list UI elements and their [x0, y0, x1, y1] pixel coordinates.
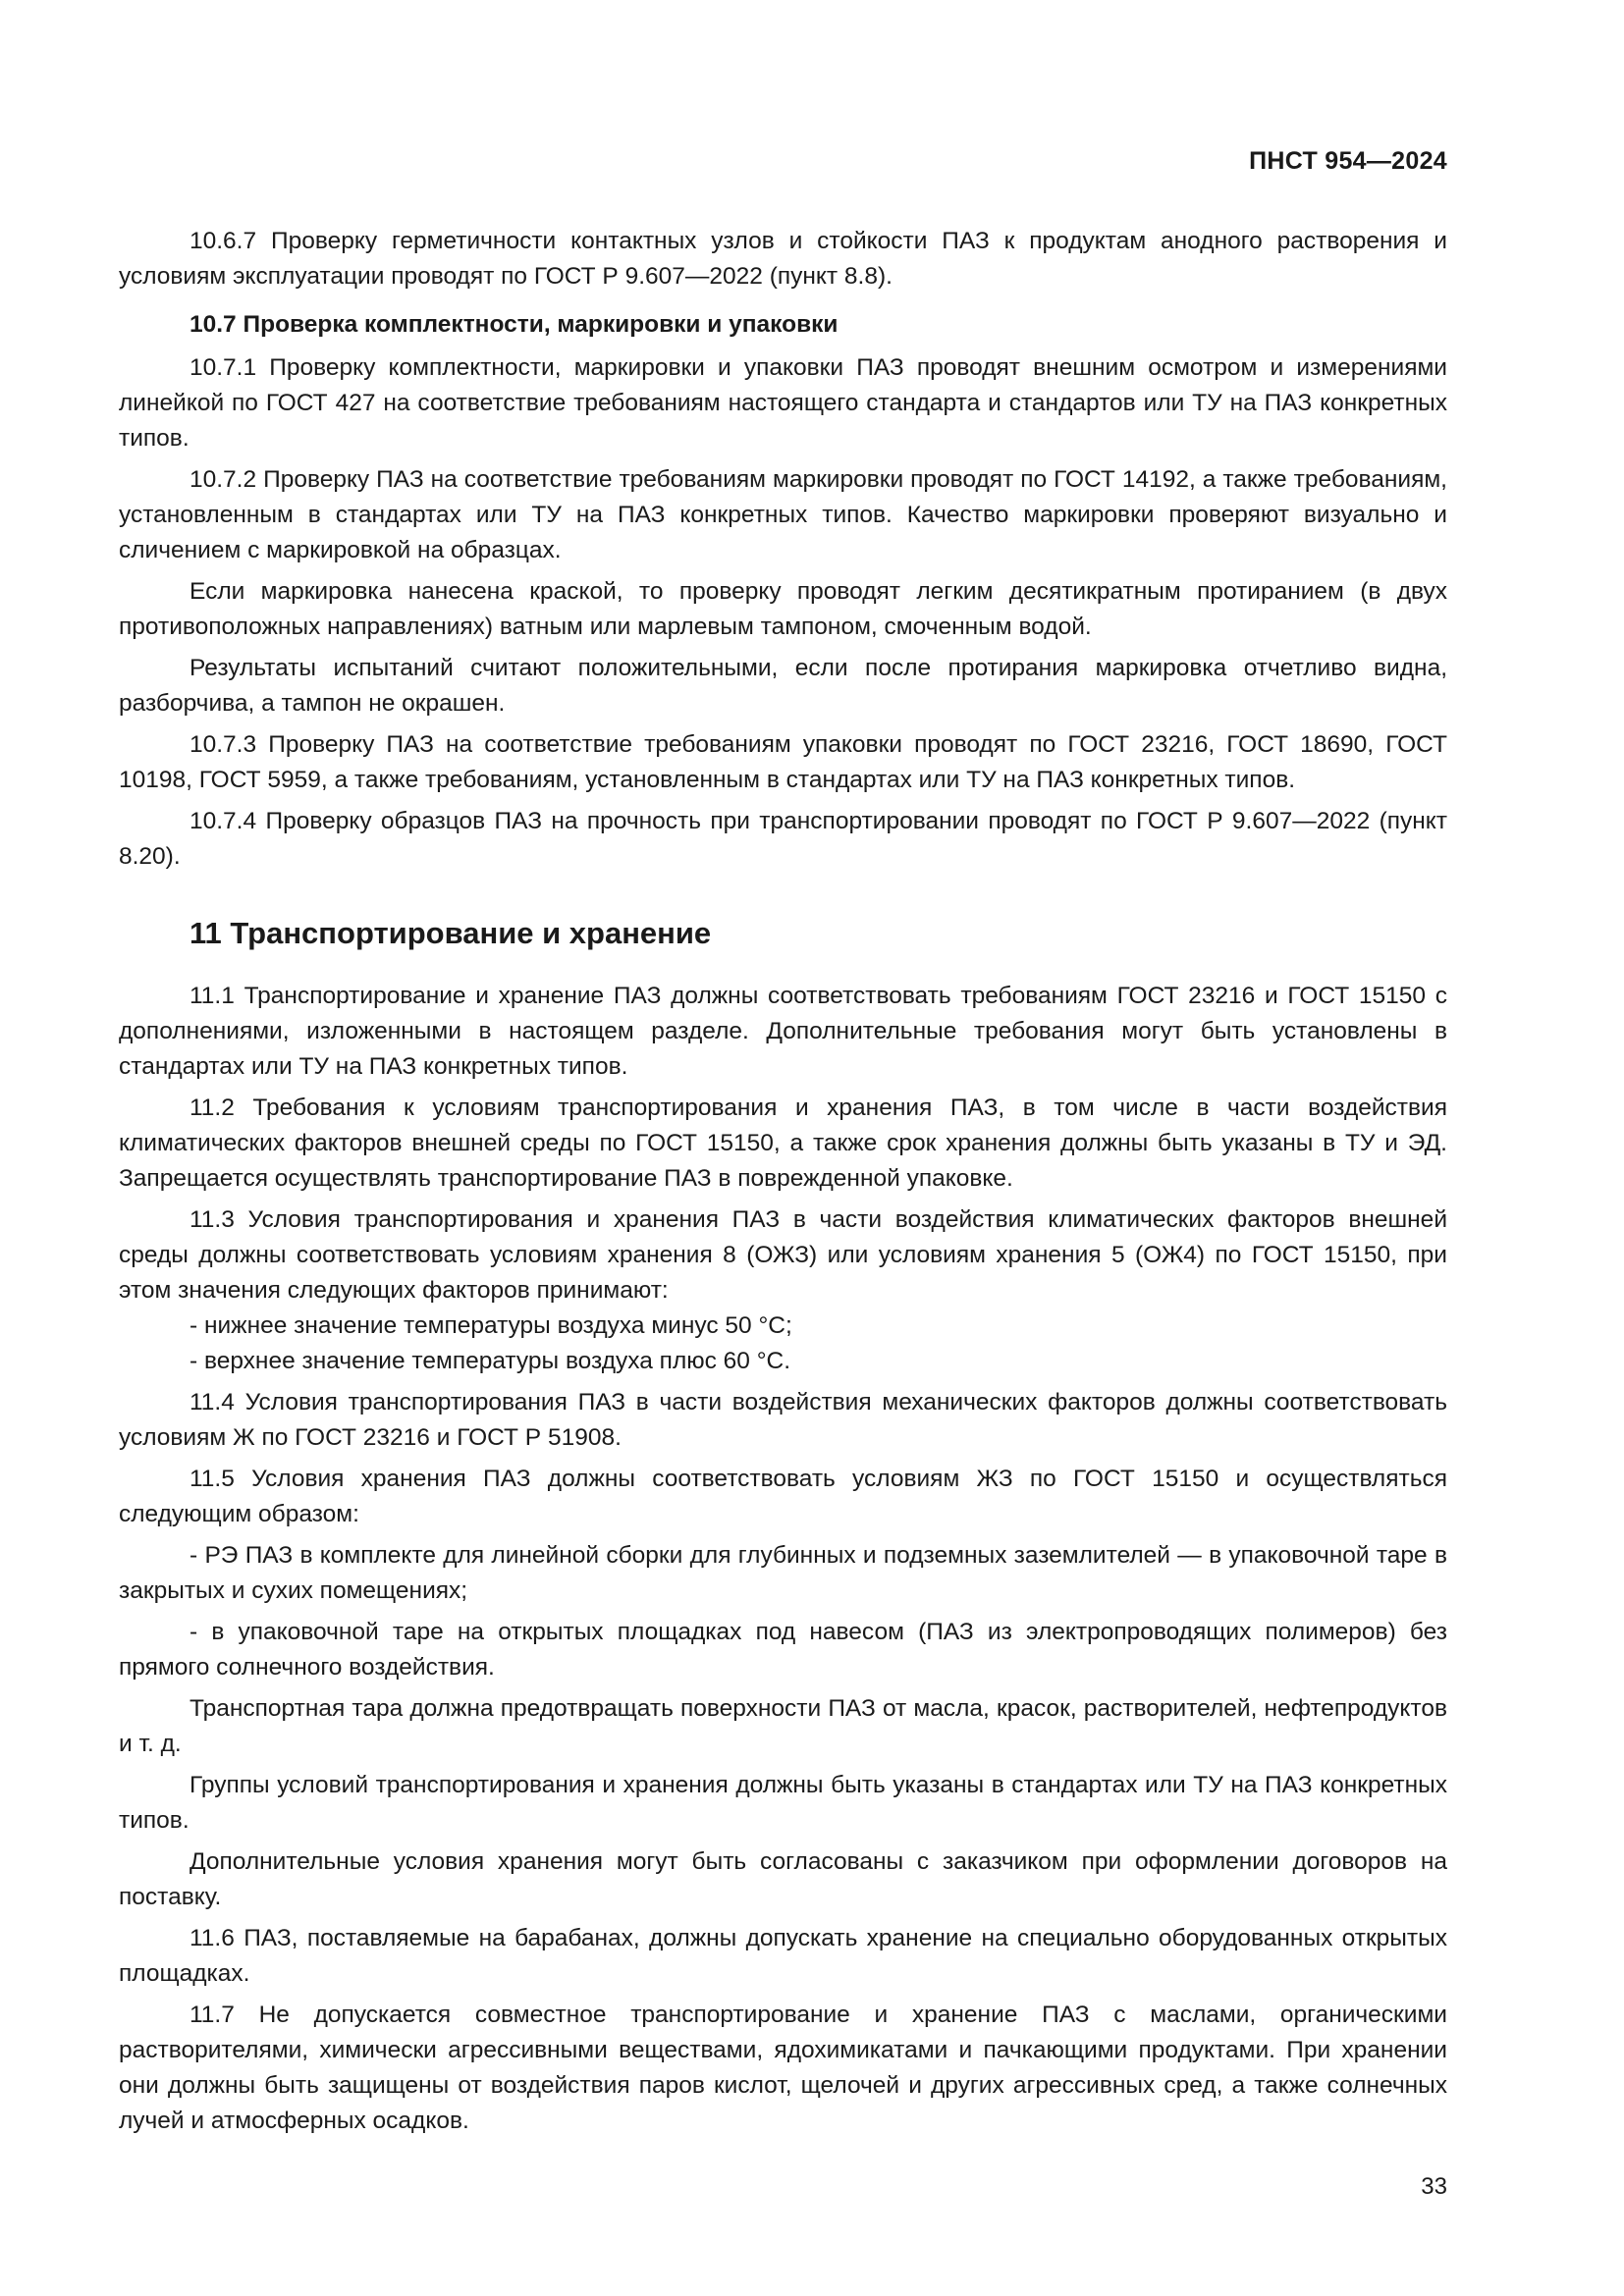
paragraph-additional-conditions: Дополнительные условия хранения могут быть согласованы с заказчиком при оформлении договоров на поставку.: [119, 1848, 1447, 1910]
document-header: ПНСТ 954—2024: [1249, 147, 1447, 175]
paragraph-11-5: 11.5 Условия хранения ПАЗ должны соответствовать условиям ЖЗ по ГОСТ 15150 и осуществляться следующим образом:: [119, 1466, 1447, 1527]
list-item-max-temp: - верхнее значение температуры воздуха плюс 60 °С.: [189, 1348, 791, 1374]
list-item-packaging: - в упаковочной таре на открытых площадках под навесом (ПАЗ из электропроводящих полимеров) без прямого солнечного воздействия.: [119, 1619, 1447, 1681]
paragraph-11-7: 11.7 Не допускается совместное транспортирование и хранение ПАЗ с маслами, органическими растворителями, химически агрессивными веществами, ядохимикатами и пачкающими продуктами. При хранении они должны быть защищены от воздействия паров кислот, щелочей и других агрессивных сред, а также солнечных лучей и атмосферных осадков.: [119, 2002, 1447, 2134]
section-heading-11: 11 Транспортирование и хранение: [189, 916, 712, 950]
paragraph-11-3: 11.3 Условия транспортирования и хранения ПАЗ в части воздействия климатических факторов внешней среды должны соответствовать условиям хранения 8 (ОЖЗ) или условиям хранения 5 (ОЖ4) по ГОСТ 15150, при этом значения следующих факторов принимают:: [119, 1206, 1447, 1304]
paragraph-test-results: Результаты испытаний считают положительными, если после протирания маркировка отчетливо видна, разборчива, а тампон не окрашен.: [119, 655, 1447, 717]
subsection-heading-10-7: 10.7 Проверка комплектности, маркировки и упаковки: [189, 311, 839, 338]
paragraph-11-4: 11.4 Условия транспортирования ПАЗ в части воздействия механических факторов должны соответствовать условиям Ж по ГОСТ 23216 и ГОСТ Р 51908.: [119, 1389, 1447, 1451]
paragraph-10-7-4: 10.7.4 Проверку образцов ПАЗ на прочность при транспортировании проводят по ГОСТ Р 9.607—2022 (пункт 8.20).: [119, 808, 1447, 870]
document-body: [119, 224, 1447, 2139]
page-number: 33: [1421, 2173, 1447, 2200]
paragraph-10-6-7: 10.6.7 Проверку герметичности контактных узлов и стойкости ПАЗ к продуктам анодного растворения и условиям эксплуатации проводят по ГОСТ Р 9.607—2022 (пункт 8.8).: [119, 228, 1447, 290]
paragraph-condition-groups: Группы условий транспортирования и хранения должны быть указаны в стандартах или ТУ на ПАЗ конкретных типов.: [119, 1772, 1447, 1834]
paragraph-transport-container: Транспортная тара должна предотвращать поверхности ПАЗ от масла, красок, растворителей, нефтепродуктов и т. д.: [119, 1695, 1447, 1757]
paragraph-marking-paint: Если маркировка нанесена краской, то проверку проводят легким десятикратным протиранием (в двух противоположных направлениях) ватным или марлевым тампоном, смоченным водой.: [119, 578, 1447, 640]
paragraph-11-6: 11.6 ПАЗ, поставляемые на барабанах, должны допускать хранение на специально оборудованных открытых площадках.: [119, 1925, 1447, 1987]
paragraph-10-7-2: 10.7.2 Проверку ПАЗ на соответствие требованиям маркировки проводят по ГОСТ 14192, а также требованиям, установленным в стандартах или ТУ на ПАЗ конкретных типов. Качество маркировки проверяют визуально и сличением с маркировкой на образцах.: [119, 466, 1447, 563]
paragraph-11-1: 11.1 Транспортирование и хранение ПАЗ должны соответствовать требованиям ГОСТ 23216 и ГОСТ 15150 с дополнениями, изложенными в настоящем разделе. Дополнительные требования могут быть установлены в стандартах или ТУ на ПАЗ конкретных типов.: [119, 983, 1447, 1080]
list-item-re-paz: - РЭ ПАЗ в комплекте для линейной сборки для глубинных и подземных заземлителей — в упаковочной таре в закрытых и сухих помещениях;: [119, 1542, 1447, 1604]
paragraph-11-2: 11.2 Требования к условиям транспортирования и хранения ПАЗ, в том числе в части воздействия климатических факторов внешней среды по ГОСТ 15150, а также срок хранения должны быть указаны в ТУ и ЭД. Запрещается осуществлять транспортирование ПАЗ в поврежденной упаковке.: [119, 1095, 1447, 1192]
paragraph-10-7-3: 10.7.3 Проверку ПАЗ на соответствие требованиям упаковки проводят по ГОСТ 23216, ГОСТ 18690, ГОСТ 10198, ГОСТ 5959, а также требованиям, установленным в стандартах или ТУ на ПАЗ конкретных типов.: [119, 731, 1447, 793]
paragraph-10-7-1: 10.7.1 Проверку комплектности, маркировки и упаковки ПАЗ проводят внешним осмотром и измерениями линейкой по ГОСТ 427 на соответствие требованиям настоящего стандарта и стандартов или ТУ на ПАЗ конкретных типов.: [119, 354, 1447, 452]
list-item-min-temp: - нижнее значение температуры воздуха минус 50 °С;: [189, 1312, 792, 1339]
